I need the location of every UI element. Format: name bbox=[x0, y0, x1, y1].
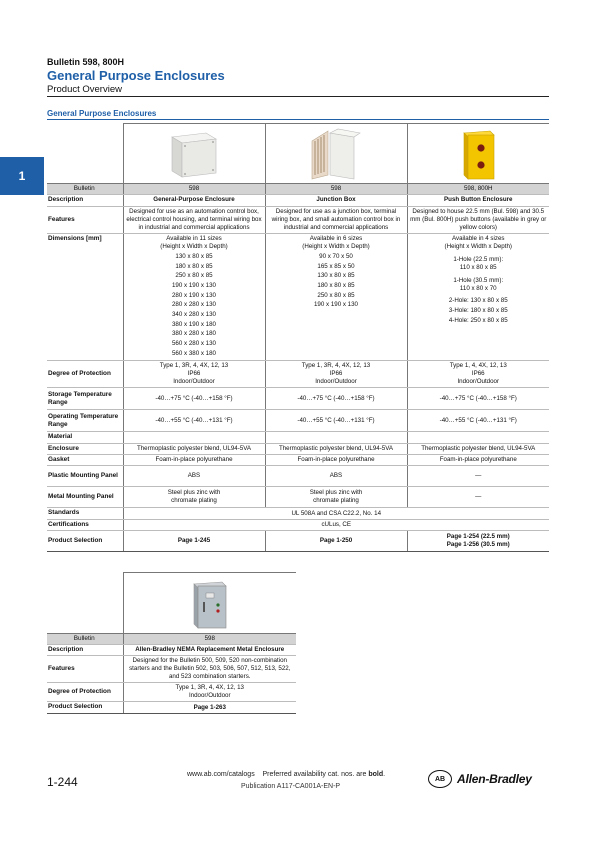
features-label: Features bbox=[47, 656, 123, 683]
product-selection-link[interactable]: Page 1-263 bbox=[123, 702, 296, 713]
availability-note: Preferred availability cat. nos. are bbox=[262, 771, 367, 778]
dimension-item: 4-Hole: 250 x 80 x 85 bbox=[448, 316, 508, 324]
gasket-value: Foam-in-place polyurethane bbox=[265, 455, 407, 466]
dimension-item: 1-Hole (22.5 mm): bbox=[453, 255, 504, 263]
gasket-value: Foam-in-place polyurethane bbox=[407, 455, 549, 466]
features-value: Designed for use as an automation control box, electrical control housing, and terminal wiring box in industrial and commercial applications bbox=[123, 206, 265, 233]
operating-temp-value: -40…+55 °C (-40…+131 °F) bbox=[265, 410, 407, 432]
footer-links: www.ab.com/catalogs Preferred availability cat. nos. are bold. bbox=[187, 771, 386, 778]
bold-word: bold bbox=[368, 771, 384, 778]
bulletin-label: Bulletin bbox=[47, 633, 123, 644]
dimensions-value bbox=[407, 233, 549, 360]
enclosures-table bbox=[47, 123, 549, 552]
dimension-item: 130 x 80 x 85 bbox=[317, 272, 355, 280]
certifications-label: Certifications bbox=[47, 519, 123, 530]
protection-value: Type 1, 4, 4X, 12, 13 IP66 Indoor/Outdoor bbox=[407, 361, 549, 388]
metal-panel-value: — bbox=[407, 487, 549, 508]
operating-temp-label: Operating Temperature Range bbox=[47, 410, 123, 432]
dimensions-heading: Available in 4 sizes bbox=[451, 234, 505, 242]
gasket-value: Foam-in-place polyurethane bbox=[123, 455, 265, 466]
plastic-panel-value: — bbox=[407, 466, 549, 487]
dimension-item: 560 x 280 x 130 bbox=[171, 339, 217, 347]
certifications-value: cULus, CE bbox=[123, 519, 549, 530]
dimensions-heading: Available in 6 sizes bbox=[309, 234, 363, 242]
bulletin-label: Bulletin bbox=[47, 184, 123, 195]
metal-enclosure-table bbox=[47, 572, 296, 714]
product-selection-link[interactable]: Page 1-250 bbox=[265, 531, 407, 552]
description-value: Allen-Bradley NEMA Replacement Metal Enclosure bbox=[123, 644, 296, 655]
dimensions-heading: (Height x Width x Depth) bbox=[444, 242, 512, 250]
metal-panel-value: Steel plus zinc with chromate plating bbox=[265, 487, 407, 508]
storage-temp-value: -40…+75 °C (-40…+158 °F) bbox=[123, 388, 265, 410]
header-bulletin: Bulletin 598, 800H bbox=[47, 57, 125, 67]
description-value: Push Button Enclosure bbox=[407, 195, 549, 206]
storage-temp-value: -40…+75 °C (-40…+158 °F) bbox=[265, 388, 407, 410]
dimension-item: 380 x 190 x 180 bbox=[171, 320, 217, 328]
metal-panel-label: Metal Mounting Panel bbox=[47, 487, 123, 508]
bulletin-value: 598 bbox=[123, 184, 265, 195]
features-value: Designed for use as a junction box, terminal wiring box, and small automation control box in industrial and commercial applications bbox=[265, 206, 407, 233]
plastic-panel-value: ABS bbox=[123, 466, 265, 487]
product-selection-label: Product Selection bbox=[47, 531, 123, 552]
junction-box-image-cell bbox=[265, 124, 407, 184]
dimensions-heading: (Height x Width x Depth) bbox=[160, 242, 228, 250]
chapter-tab: 1 bbox=[0, 157, 44, 195]
features-label: Features bbox=[47, 206, 123, 233]
plastic-panel-label: Plastic Mounting Panel bbox=[47, 466, 123, 487]
page-subtitle: Product Overview bbox=[47, 84, 122, 95]
section-title: General Purpose Enclosures bbox=[47, 109, 157, 118]
features-value: Designed for the Bulletin 500, 509, 520 non-combination starters and the Bulletin 502, 503, 506, 507, 512, 513, 522, and 523 combination starters. bbox=[123, 656, 296, 683]
features-value: Designed to house 22.5 mm (Bul. 598) and 30.5 mm (Bul. 800H) push buttons (available in grey or yellow colors) bbox=[407, 206, 549, 233]
metal-panel-value: Steel plus zinc with chromate plating bbox=[123, 487, 265, 508]
dimension-item: 560 x 380 x 180 bbox=[171, 349, 217, 357]
metal-enclosure-image-cell bbox=[123, 573, 296, 634]
catalog-link[interactable]: www.ab.com/catalogs bbox=[187, 771, 255, 778]
dimension-item: 110 x 80 x 70 bbox=[459, 285, 497, 293]
dimensions-heading: (Height x Width x Depth) bbox=[302, 242, 370, 250]
protection-label: Degree of Protection bbox=[47, 683, 123, 702]
product-selection-link[interactable]: Page 1-245 bbox=[123, 531, 265, 552]
enclosure-material-value: Thermoplastic polyester blend, UL94-5VA bbox=[265, 443, 407, 454]
protection-value: Type 1, 3R, 4, 4X, 12, 13 IP66 Indoor/Outdoor bbox=[265, 361, 407, 388]
operating-temp-value: -40…+55 °C (-40…+131 °F) bbox=[407, 410, 549, 432]
dimension-item: 110 x 80 x 85 bbox=[459, 264, 497, 272]
protection-label: Degree of Protection bbox=[47, 361, 123, 388]
metal-enclosure-image bbox=[182, 576, 238, 630]
dimension-item: 280 x 190 x 130 bbox=[171, 291, 217, 299]
dimension-item: 190 x 190 x 130 bbox=[313, 301, 359, 309]
protection-value: Type 1, 3R, 4, 4X, 12, 13 Indoor/Outdoor bbox=[123, 683, 296, 702]
bulletin-value: 598 bbox=[265, 184, 407, 195]
allen-bradley-logo bbox=[428, 770, 532, 788]
dimension-item: 180 x 80 x 85 bbox=[317, 281, 355, 289]
general-purpose-enclosure-image bbox=[166, 127, 222, 181]
page-number: 1-244 bbox=[47, 775, 78, 789]
dimension-item: 180 x 80 x 85 bbox=[175, 262, 213, 270]
push-button-enclosure-image bbox=[450, 127, 506, 181]
dimensions-value bbox=[123, 233, 265, 360]
ab-badge-icon: AB bbox=[428, 770, 452, 788]
push-button-image-cell bbox=[407, 124, 549, 184]
junction-box-image bbox=[308, 127, 364, 181]
enclosure-material-value: Thermoplastic polyester blend, UL94-5VA bbox=[123, 443, 265, 454]
bulletin-value: 598, 800H bbox=[407, 184, 549, 195]
protection-value: Type 1, 3R, 4, 4X, 12, 13 IP66 Indoor/Outdoor bbox=[123, 361, 265, 388]
brand-name: Allen-Bradley bbox=[457, 772, 532, 786]
standards-value: UL 508A and CSA C22.2, No. 14 bbox=[123, 508, 549, 519]
description-label: Description bbox=[47, 195, 123, 206]
dimension-item: 340 x 280 x 130 bbox=[171, 310, 217, 318]
enclosure-material-label: Enclosure bbox=[47, 443, 123, 454]
dimension-item: 2-Hole: 130 x 80 x 85 bbox=[448, 297, 508, 305]
dimension-item: 190 x 190 x 130 bbox=[171, 281, 217, 289]
dimension-item: 250 x 80 x 85 bbox=[175, 272, 213, 280]
page-title: General Purpose Enclosures bbox=[47, 68, 225, 83]
description-value: General-Purpose Enclosure bbox=[123, 195, 265, 206]
product-selection-label: Product Selection bbox=[47, 702, 123, 713]
dimension-item: 380 x 280 x 180 bbox=[171, 330, 217, 338]
dimension-item: 1-Hole (30.5 mm): bbox=[453, 277, 504, 285]
description-label: Description bbox=[47, 644, 123, 655]
dimension-item: 280 x 280 x 130 bbox=[171, 301, 217, 309]
dimensions-heading: Available in 11 sizes bbox=[166, 234, 222, 242]
dimension-item: 3-Hole: 180 x 80 x 85 bbox=[448, 306, 508, 314]
header-divider bbox=[47, 96, 549, 97]
dimension-item: 90 x 70 x 50 bbox=[319, 252, 353, 260]
enclosure-image-cell bbox=[123, 124, 265, 184]
operating-temp-value: -40…+55 °C (-40…+131 °F) bbox=[123, 410, 265, 432]
storage-temp-label: Storage Temperature Range bbox=[47, 388, 123, 410]
dimension-item: 250 x 80 x 85 bbox=[317, 291, 355, 299]
storage-temp-value: -40…+75 °C (-40…+158 °F) bbox=[407, 388, 549, 410]
product-selection-link[interactable]: Page 1-254 (22.5 mm) Page 1-256 (30.5 mm) bbox=[407, 531, 549, 552]
dimensions-value bbox=[265, 233, 407, 360]
plastic-panel-value: ABS bbox=[265, 466, 407, 487]
publication-number: Publication A117-CA001A-EN-P bbox=[241, 783, 341, 790]
standards-label: Standards bbox=[47, 508, 123, 519]
description-value: Junction Box bbox=[265, 195, 407, 206]
dimension-item: 130 x 80 x 85 bbox=[175, 252, 213, 260]
bulletin-value: 598 bbox=[123, 633, 296, 644]
gasket-label: Gasket bbox=[47, 455, 123, 466]
enclosure-material-value: Thermoplastic polyester blend, UL94-5VA bbox=[407, 443, 549, 454]
dimensions-label: Dimensions [mm] bbox=[47, 233, 123, 360]
section-divider bbox=[47, 119, 549, 120]
material-label: Material bbox=[47, 432, 123, 443]
dimension-item: 165 x 85 x 50 bbox=[317, 262, 355, 270]
